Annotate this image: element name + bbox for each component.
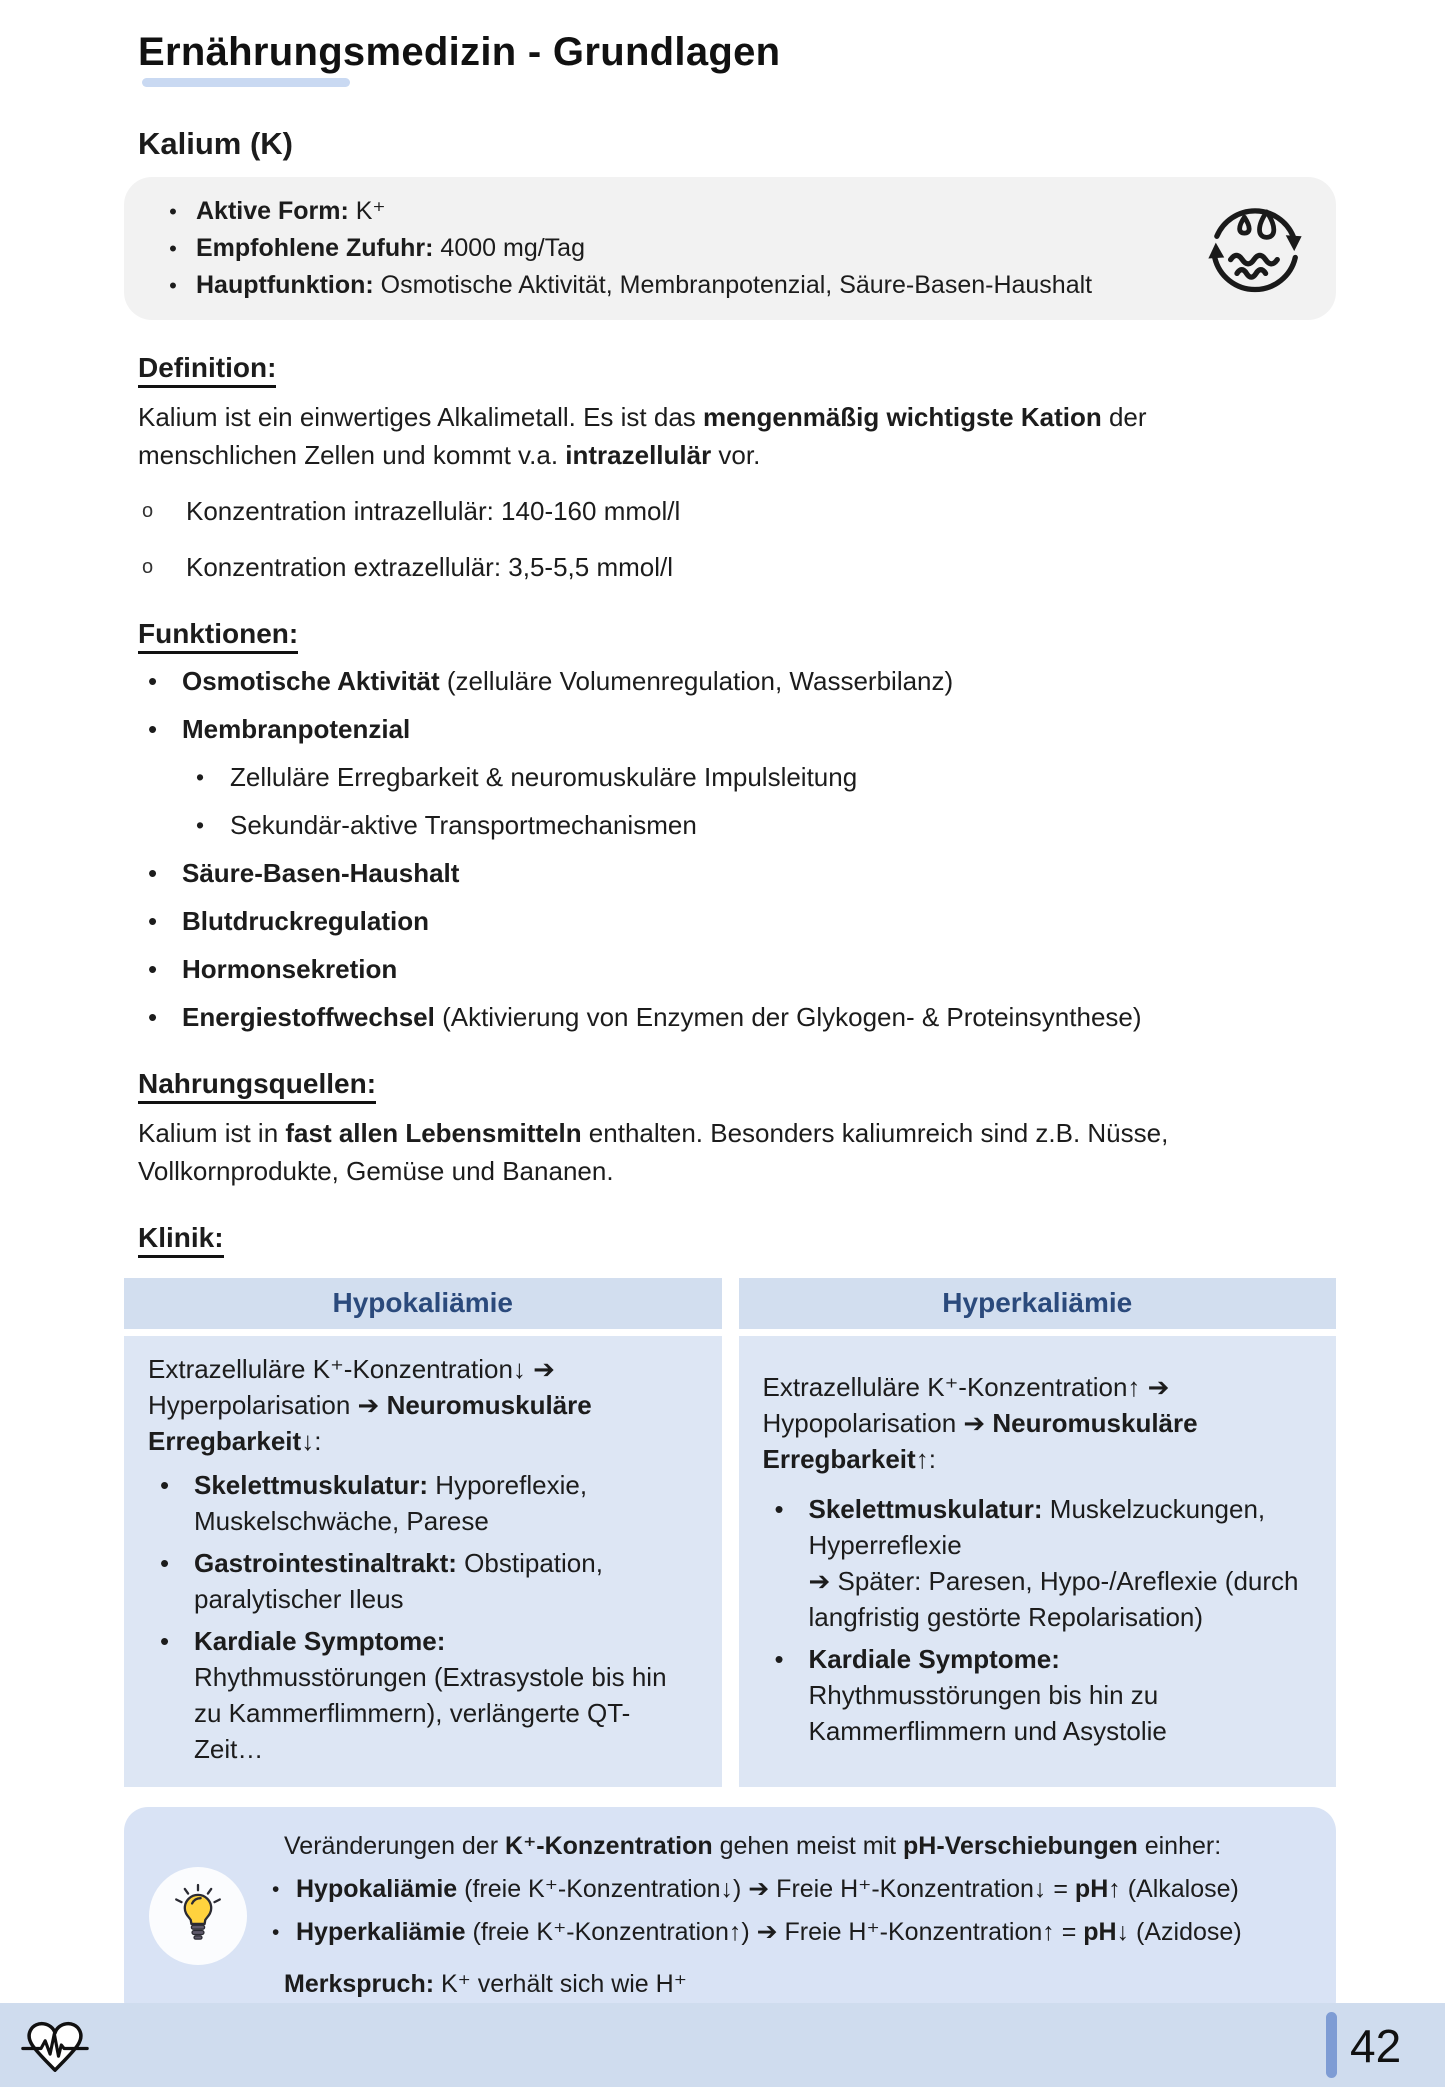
table-column-hypokaliaemie [124,1278,722,1787]
hint-bullet-hyperkaliaemie [272,1911,1242,1954]
nahrungsquellen-paragraph: Kalium ist in fast allen Lebensmitteln enthalten. Besonders kaliumreich sind z.B. Nüsse, Vollkornprodukte, Gemüse und Bananen. [138,1118,1169,1186]
factbox-item-hauptfunktion [150,267,1186,304]
page-content [124,0,1336,2024]
bullet-icon: • [169,236,177,261]
cell-intro: Extrazelluläre K⁺-Konzentration↓ ➔ Hyperpolarisation ➔ Neuromuskuläre Erregbarkeit↓: [148,1354,592,1456]
section-heading-kalium: Kalium (K) [138,126,293,161]
hint-text [272,1825,1242,2006]
cell-bullet: • Skelettmuskulatur: Hyporeflexie, Muskelschwäche, Parese [148,1467,698,1539]
factbox-item-text: Aktive Form: K⁺ [196,197,386,225]
definition-subitem-text: Konzentration intrazellulär: 140-160 mmol/l [186,496,681,526]
funktionen-subitem: • Zelluläre Erregbarkeit & neuromuskuläre Impulsleitung [124,758,1336,796]
cell-bullet: • Skelettmuskulatur: Muskelzuckungen, Hyperreflexie ➔ Später: Paresen, Hypo-/Areflexie (durch langfristig gestörte Repolarisation) [763,1491,1313,1635]
definition-subitem-text: Konzentration extrazellulär: 3,5-5,5 mmol/l [186,552,674,582]
hint-box [124,1807,1336,2024]
funktionen-item: • Blutdruckregulation [124,902,1336,940]
funktionen-item: • Hormonsekretion [124,950,1336,988]
fact-box [124,177,1336,320]
hint-bullet-hypokaliaemie [272,1868,1242,1911]
heading-klinik: Klinik: [138,1220,1336,1256]
factbox-item-text: Empfohlene Zufuhr: 4000 mg/Tag [196,234,585,262]
page-title: Ernährungsmedizin - Grundlagen [138,30,781,74]
definition-subitem-extrazellulaer [142,548,1336,586]
circle-bullet-icon: o [142,500,154,522]
heading-definition: Definition: [138,350,1336,386]
bullet-icon: • [169,273,177,298]
factbox-item-text: Hauptfunktion: Osmotische Aktivität, Membranpotenzial, Säure-Basen-Haushalt [196,271,1093,299]
hint-icon-circle [149,1867,247,1965]
factbox-item-aktive-form [150,193,1186,230]
funktionen-item: • Energiestoffwechsel (Aktivierung von Enzymen der Glykogen- & Proteinsynthese) [124,998,1336,1036]
hint-intro: Veränderungen der K⁺-Konzentration gehen meist mit pH-Verschiebungen einher: [284,1832,1222,1860]
title-underline-accent [142,78,350,87]
water-cycle-icon [1202,196,1308,302]
hint-bullet-text: Hyperkaliämie (freie K⁺-Konzentration↑) ➔ Freie H⁺-Konzentration↑ = pH↓ (Azidose) [296,1918,1242,1946]
page-footer [0,2003,1445,2087]
bullet-icon: • [272,1878,280,1901]
funktionen-item: • Membranpotenzial [124,710,1336,748]
page-number-divider [1326,2012,1337,2078]
cell-bullet: • Kardiale Symptome: Rhythmusstörungen bis hin zu Kammerflimmern und Asystolie [763,1641,1313,1749]
cell-bullet: • Kardiale Symptome: Rhythmusstörungen (Extrasystole bis hin zu Kammerflimmern), verlängerte QT-Zeit… [148,1623,698,1767]
circle-bullet-icon: o [142,556,154,578]
cell-intro: Extrazelluläre K⁺-Konzentration↑ ➔ Hypopolarisation ➔ Neuromuskuläre Erregbarkeit↑: [762,1372,1198,1474]
klinik-table [124,1278,1336,1787]
funktionen-subitem: • Sekundär-aktive Transportmechanismen [124,806,1336,844]
table-cell-hyperkaliaemie [739,1336,1337,1787]
factbox-item-zufuhr [150,230,1186,267]
cell-bullet: • Gastrointestinaltrakt: Obstipation, paralytischer Ileus [148,1545,698,1617]
definition-subitem-intrazellulaer [142,492,1336,530]
lightbulb-icon [165,1883,231,1949]
funktionen-item: • Säure-Basen-Haushalt [124,854,1336,892]
hint-bullet-text: Hypokaliämie (freie K⁺-Konzentration↓) ➔ Freie H⁺-Konzentration↓ = pH↑ (Alkalose) [296,1875,1239,1903]
hint-merkspruch: Merkspruch: K⁺ verhält sich wie H⁺ [284,1970,687,1998]
table-column-hyperkaliaemie [739,1278,1337,1787]
hint-icon-area [124,1825,272,2006]
bullet-icon: • [169,199,177,224]
funktionen-list [124,662,1336,1036]
funktionen-item: • Osmotische Aktivität (zelluläre Volumenregulation, Wasserbilanz) [124,662,1336,700]
definition-paragraph: Kalium ist ein einwertiges Alkalimetall. Es ist das mengenmäßig wichtigste Kation der menschlichen Zellen und kommt v.a. intrazellulär vor. [138,402,1147,470]
heading-funktionen: Funktionen: [138,616,1336,652]
table-header-hypokaliaemie: Hypokaliämie [124,1278,722,1329]
table-header-hyperkaliaemie: Hyperkaliämie [739,1278,1337,1329]
heart-pulse-icon [20,2010,90,2080]
page-number: 42 [1350,2020,1402,2072]
heading-nahrungsquellen: Nahrungsquellen: [138,1066,1336,1102]
table-cell-hypokaliaemie [124,1336,722,1787]
bullet-icon: • [272,1921,280,1944]
